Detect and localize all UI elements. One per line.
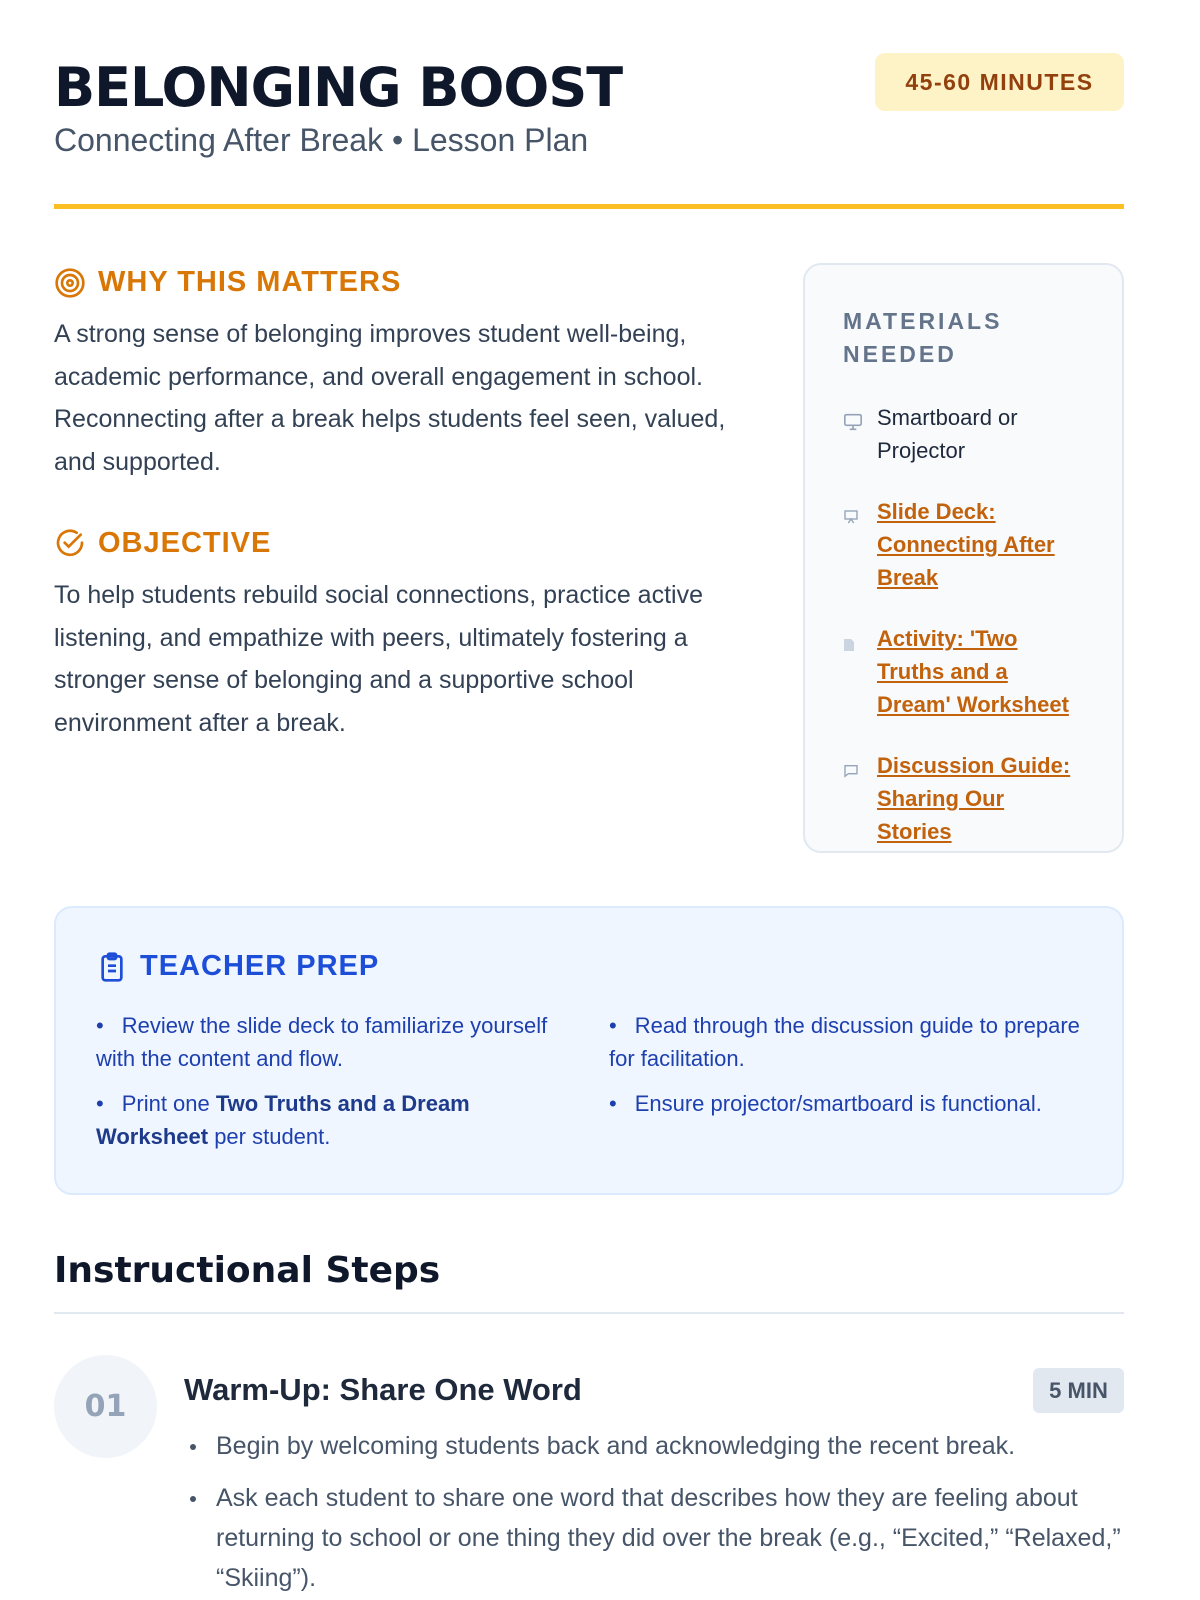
chat-icon (843, 749, 863, 848)
teacher-prep-heading (96, 950, 1082, 983)
prep-item: • Read through the discussion guide to prepare for facilitation. (609, 1013, 1080, 1071)
prep-item-text: Review the slide deck to familiarize yourself with the content and flow. (96, 1013, 548, 1071)
monitor-icon (843, 401, 863, 467)
page-subtitle: Connecting After Break • Lesson Plan (54, 122, 589, 158)
step-number: 01 (54, 1355, 157, 1458)
steps-heading: Instructional Steps (54, 1250, 1124, 1314)
prep-item-text: Read through the discussion guide to prepare for facilitation. (609, 1013, 1080, 1071)
step-bullet: Begin by welcoming students back and acknowledging the recent break. (184, 1426, 1124, 1466)
worksheet-link[interactable]: Activity: 'Two Truths and a Dream' Worksheet (877, 626, 1069, 717)
step-bullets (184, 1426, 1124, 1600)
worksheet-name: Two Truths and a Dream Worksheet (96, 1091, 470, 1149)
target-icon (54, 267, 86, 299)
material-label: Smartboard or Projector (877, 405, 1018, 463)
duration-badge: 45-60 MINUTES (875, 53, 1124, 111)
material-item (843, 622, 1084, 721)
prep-item-text: Print one (121, 1091, 216, 1116)
objective-body: To help students rebuild social connections, practice active listening, and empathize with peers, ultimately fostering a stronger sense of belonging and a supportive school environment after a break. (54, 581, 703, 737)
prep-item: • Print one Two Truths and a Dream Worksheet per student. (96, 1091, 470, 1149)
prep-item-text: Ensure projector/smartboard is functional. (634, 1091, 1042, 1116)
discussion-guide-link[interactable]: Discussion Guide: Sharing Our Stories (877, 753, 1071, 844)
overview-column (54, 266, 744, 744)
material-item (843, 401, 1084, 467)
objective-heading-text: OBJECTIVE (98, 527, 272, 559)
header-divider (54, 204, 1124, 209)
prep-item: • Review the slide deck to familiarize yourself with the content and flow. (96, 1013, 548, 1071)
presentation-icon (843, 495, 863, 594)
teacher-prep-heading-text: TEACHER PREP (140, 950, 380, 982)
objective-heading (54, 527, 744, 560)
step-bullet: Ask each student to share one word that describes how they are feeling about returning to school or one thing they did over the break (e.g., “Excited,” “Relaxed,” “Skiing”). (184, 1478, 1124, 1598)
teacher-prep-panel (54, 906, 1124, 1195)
why-heading (54, 266, 744, 299)
file-icon (843, 622, 863, 721)
prep-item: • Ensure projector/smartboard is functional. (609, 1091, 1042, 1116)
why-heading-text: WHY THIS MATTERS (98, 266, 402, 298)
clipboard-icon (96, 951, 128, 983)
why-body: A strong sense of belonging improves student well-being, academic performance, and overall engagement in school. Reconnecting after a break helps students feel seen, valued, and supported. (54, 320, 726, 476)
material-item (843, 495, 1084, 594)
check-circle-icon (54, 528, 86, 560)
prep-item-text: per student. (208, 1124, 331, 1149)
materials-heading: MATERIALS NEEDED (843, 308, 1003, 367)
page-title: BELONGING BOOST (54, 56, 623, 119)
materials-panel (803, 263, 1124, 853)
material-item (843, 749, 1084, 848)
slide-deck-link[interactable]: Slide Deck: Connecting After Break (877, 499, 1055, 590)
step-duration-badge: 5 MIN (1033, 1368, 1124, 1413)
step-title: Warm-Up: Share One Word (184, 1372, 582, 1407)
